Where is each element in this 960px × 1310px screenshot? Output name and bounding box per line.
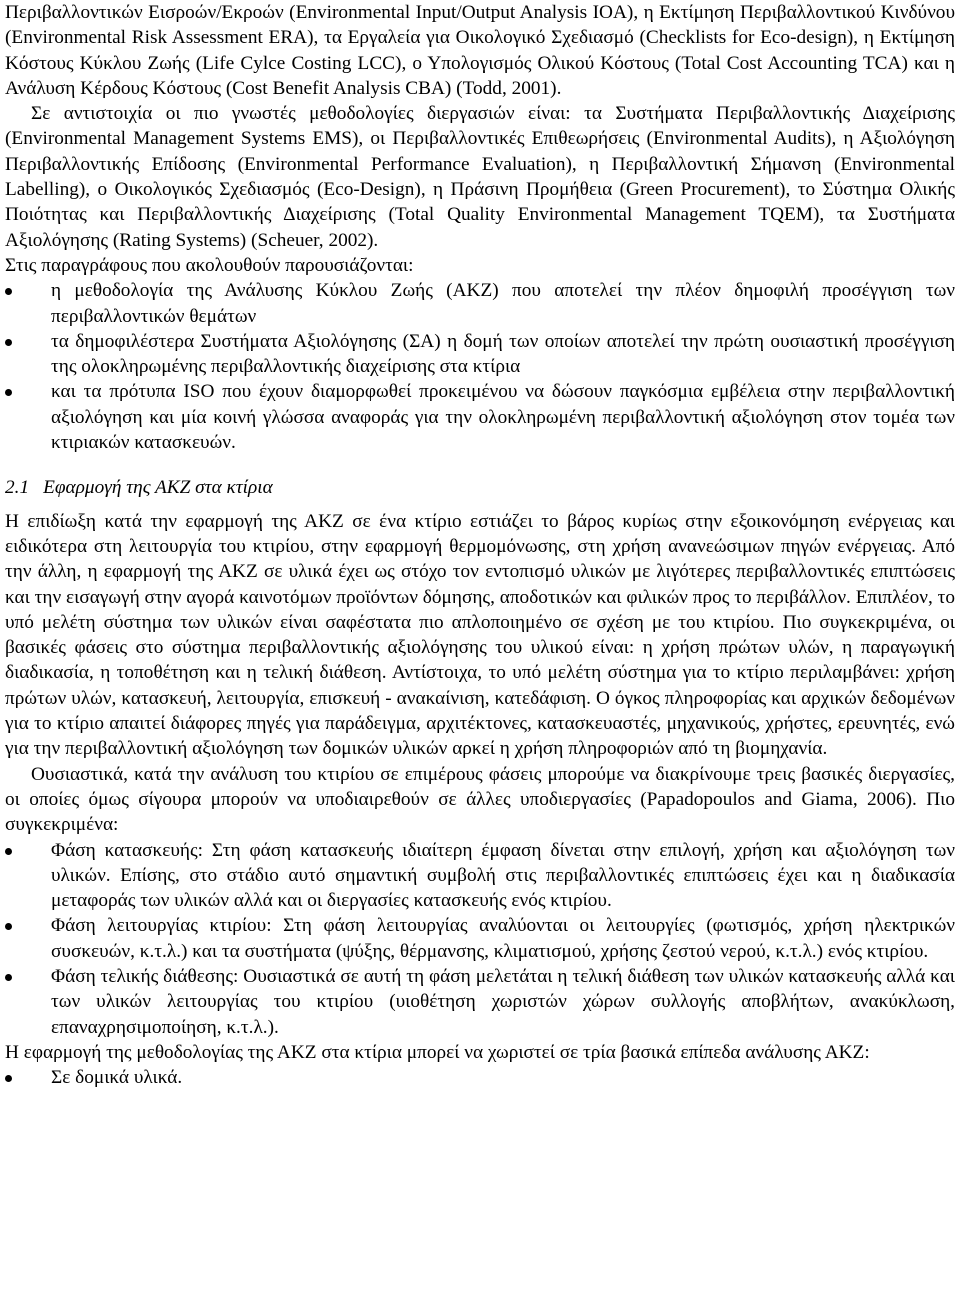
list-item-text: και τα πρότυπα ISO που έχουν διαμορφωθεί προκειμένου να δώσουν παγκόσμια εμβέλεια στην περιβαλλοντική αξιολόγηση και μία κοινή γλώσσα αναφοράς για την ολοκληρωμένη περιβαλλοντική αξιολόγηση στον τομέα των κτιριακών κατασκευών. xyxy=(51,381,955,454)
bullet-icon xyxy=(5,1075,12,1082)
bullet-icon xyxy=(5,974,12,981)
list-item-text: Φάση κατασκευής: Στη φάση κατασκευής ιδιαίτερη έμφαση δίνεται στην επιλογή, χρήση και αξιολόγηση των υλικών. Επίσης, στο στάδιο αυτό σημαντική συμβολή στις περιβαλλοντικές επιπτώσεις έχει και η διαδικασία μεταφοράς των υλικών αλλά και οι διεργασίες κατασκευής ενός κτιρίου. xyxy=(51,839,955,912)
section-paragraph: Η επιδίωξη κατά την εφαρμογή της ΑΚΖ σε ένα κτίριο εστιάζει το βάρος κυρίως στην εξοικονόμηση ενέργειας και ειδικότερα στη λειτουργία του κτιρίου, στην εφαρμογή θερμομόνωσης, στη χρήση ανανεώσιμων πηγών ενέργειας. Από την άλλη, η εφαρμογή της ΑΚΖ σε υλικά έχει ως στόχο τον εντοπισμό υλικών με λιγότερες περιβαλλοντικές επιπτώσεις και την εισαγωγή στην αγορά καινοτόμων προϊόντων δόμησης, αποδοτικών και φιλικών προς το περιβάλλον. Επιπλέον, το υπό μελέτη σύστημα των υλικών είναι σαφέστατα πιο απλοποιημένο σε σχέση με του κτιρίου. Πιο συγκεκριμένα, οι βασικές φάσεις στο σύστημα περιβαλλοντικής αξιολόγησης του υλικού είναι: η χρήση πρώτων υλών, η παραγωγική διαδικασία, η τοποθέτηση και η τελική διάθεση. Αντίστοιχα, το υπό μελέτη σύστημα για το κτίριο περιλαμβάνει: χρήση πρώτων υλών, κατασκευή, λειτουργία, επισκευή - ανακαίνιση, κατεδάφιση. Ο όγκος πληροφορίας και αρχικών δεδομένων για το κτίριο απαιτεί διάφορες πηγές για παράδειγμα, αρχιτέκτονες, κατασκευαστές, μηχανικούς, χρήστες, ερευνητές, ενώ για την περιβαλλοντική αξιολόγηση των δομικών υλικών αρκεί η χρήση πληροφοριών από τη βιομηχανία. xyxy=(5,510,955,760)
bullet-icon xyxy=(5,389,12,396)
bullet-icon xyxy=(5,339,12,346)
section-title: Εφαρμογή της ΑΚΖ στα κτίρια xyxy=(43,477,273,499)
list-item xyxy=(5,838,955,914)
bullet-icon xyxy=(5,923,12,930)
bullet-icon xyxy=(5,288,12,295)
bullet-icon xyxy=(5,848,12,855)
following-intro: Στις παραγράφους που ακολουθούν παρουσιάζονται: xyxy=(5,254,414,276)
list-item xyxy=(5,913,955,964)
section-heading xyxy=(5,475,955,500)
list-item-text: Φάση λειτουργίας κτιρίου: Στη φάση λειτουργίας αναλύονται οι λειτουργίες (φωτισμός, χρήση ηλεκτρικών συσκευών, κ.τ.λ.) και τα συστήματα (ψύξης, θέρμανσης, κλιματισμού, χρήσης ζεστού νερού, κ.τ.λ.) ενός κτιρίου. xyxy=(51,915,955,962)
list-item xyxy=(5,379,955,455)
section-number: 2.1 xyxy=(5,477,30,499)
list-item xyxy=(5,329,955,380)
list-item xyxy=(5,1065,955,1090)
methods-paragraph: Σε αντιστοιχία οι πιο γνωστές μεθοδολογίες διεργασιών είναι: τα Συστήματα Περιβαλλοντικής Διαχείρισης (Environmental Management Systems EMS), οι Περιβαλλοντικές Επιθεωρήσεις (Environmental Audits), η Αξιολόγηση Περιβαλλοντικής Επίδοσης (Environmental Performance Evaluation), η Περιβαλλοντική Σήμανση (Environmental Labelling), ο Οικολογικός Σχεδιασμός (Eco-Design), η Πράσινη Προμήθεια (Green Procurement), το Σύστημα Ολικής Ποιότητας και Περιβαλλοντικής Διαχείρισης (Total Quality Environmental Management TQEM), τα Συστήματα Αξιολόγησης (Rating Systems) (Scheuer, 2002). xyxy=(5,103,955,251)
intro-paragraph: Περιβαλλοντικών Εισροών/Εκροών (Environmental Input/Output Analysis IOA), η Εκτίμηση Περιβαλλοντικού Κινδύνου (Environmental Risk Assessment ERA), τα Εργαλεία για Οικολογικό Σχεδιασμό (Checklists for Eco-design), η Εκτίμηση Κόστους Κύκλου Ζωής (Life Cylce Costing LCC), ο Υπολογισμός Ολικού Κόστους (Total Cost Accounting TCA) και η Ανάλυση Κέρδους Κόστους (Cost Benefit Analysis CBA) (Todd, 2001). xyxy=(5,2,955,99)
list-item xyxy=(5,964,955,1040)
list-item-text: Φάση τελικής διάθεσης: Ουσιαστικά σε αυτή τη φάση μελετάται η τελική διάθεση των υλικών κατασκευής αλλά και των υλικών λειτουργίας του κτιρίου (υιοθέτηση χωριστών χώρων συλλογής αποβλήτων, ανακύκλωση, επαναχρησιμοποίηση, κ.τ.λ.). xyxy=(51,965,955,1038)
list-item-text: η μεθοδολογία της Ανάλυσης Κύκλου Ζωής (ΑΚΖ) που αποτελεί την πλέον δημοφιλή προσέγγιση των περιβαλλοντικών θεμάτων xyxy=(51,280,955,327)
levels-list xyxy=(5,1065,955,1090)
list-item-text: Σε δομικά υλικά. xyxy=(51,1067,183,1089)
list-item xyxy=(5,278,955,329)
list-item-text: τα δημοφιλέστερα Συστήματα Αξιολόγησης (ΣΑ) η δομή των οποίων αποτελεί την πρώτη ουσιαστική προσέγγιση της ολοκληρωμένης περιβαλλοντικής διαχείρισης στα κτίρια xyxy=(51,330,955,378)
levels-intro: Η εφαρμογή της μεθοδολογίας της ΑΚΖ στα κτίρια μπορεί να χωριστεί σε τρία βασικά επίπεδα ανάλυσης ΑΚΖ: xyxy=(5,1041,870,1063)
section-paragraph: Ουσιαστικά, κατά την ανάλυση του κτιρίου σε επιμέρους φάσεις μπορούμε να διακρίνουμε τρεις βασικές διεργασίες, οι οποίες όμως σίγουρα μπορούν να υποδιαιρεθούν σε άλλες υποδιεργασίες (Papadopoulos and Giama, 2006). Πιο συγκεκριμένα: xyxy=(5,763,955,836)
document-page xyxy=(5,0,955,1090)
following-list xyxy=(5,278,955,455)
phase-list xyxy=(5,838,955,1040)
